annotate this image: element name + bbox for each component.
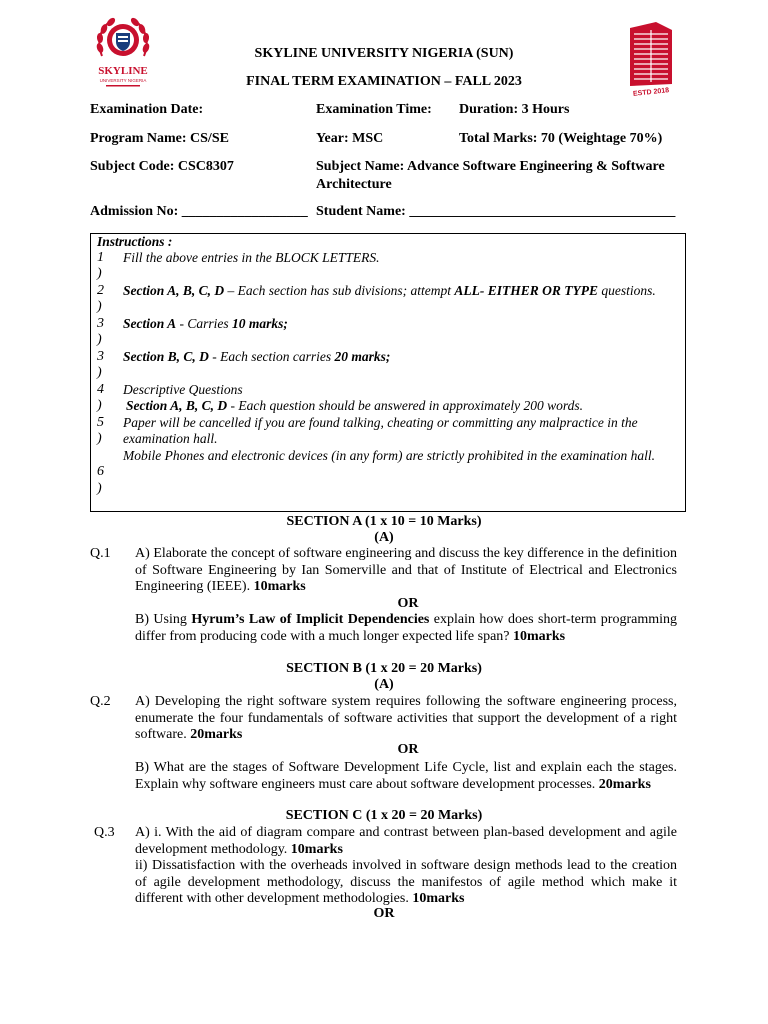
exam-date-field: Examination Date: — [90, 102, 204, 117]
question-2a: A) Developing the right software system requires following the software engineering process, enumerate the four fundamentals of software activities that support the development of a right software. 20marks — [135, 694, 677, 742]
question-2b: B) What are the stages of Software Development Life Cycle, list and explain each the stages. Explain why software engineers must care about software development processes. 20marks — [135, 760, 677, 792]
subject-name-cont: Architecture — [316, 177, 392, 192]
instruction-number: 2 — [97, 283, 104, 298]
total-marks-field: Total Marks: 70 (Weightage 70%) — [459, 131, 663, 146]
section-b-title: SECTION B (1 x 20 = 20 Marks) — [286, 661, 482, 676]
exam-time-field: Examination Time: — [316, 102, 432, 117]
question-3b: ii) Dissatisfaction with the overheads involved in software design methods lead to the creation of agile development methodology, discuss the manifestos of agile method which make it different with other development methodologies. 10marks — [135, 858, 677, 906]
instruction-number: 3 — [97, 349, 104, 364]
instruction-number: 3 — [97, 316, 104, 331]
instruction-number: ) — [97, 365, 102, 380]
admission-no-field: Admission No: __________________ — [90, 204, 308, 219]
instruction-number: ) — [97, 398, 102, 413]
instruction-8: Mobile Phones and electronic devices (in any form) are strictly prohibited in the examination hall. — [123, 448, 656, 463]
question-1a: A) Elaborate the concept of software engineering and discuss the key difference in the definition of Software Engineering by Ian Somerville and that of Institute of Electrical and Electronics Engineering (IEEE). 10marks — [135, 546, 677, 594]
year-field: Year: MSC — [316, 131, 384, 146]
program-field: Program Name: CS/SE — [90, 131, 229, 146]
logo-right-text: ESTD 2018 — [632, 87, 670, 96]
exam-title: FINAL TERM EXAMINATION – FALL 2023 — [246, 74, 522, 89]
instruction-number: 5 — [97, 415, 104, 430]
instruction-1: Fill the above entries in the BLOCK LETTERS. — [123, 250, 380, 265]
instruction-number: 4 — [97, 382, 104, 397]
instruction-3: Section A - Carries 10 marks; — [123, 316, 288, 331]
instruction-number: ) — [97, 299, 102, 314]
instruction-number: 1 — [97, 250, 104, 265]
question-number: Q.3 — [94, 825, 115, 840]
question-number: Q.1 — [90, 546, 111, 561]
section-a-subtitle: (A) — [374, 530, 394, 545]
instructions-title: Instructions : — [97, 234, 173, 249]
question-3a: A) i. With the aid of diagram compare and contrast between plan-based development and agile development methodology. 10marks — [135, 825, 677, 857]
logo-left-text: SKYLINE — [98, 65, 148, 77]
instruction-7: Paper will be cancelled if you are found talking, cheating or committing any malpractice in the examination hall. — [123, 415, 638, 446]
instruction-6: Section A, B, C, D - Each question should be answered in approximately 200 words. — [126, 398, 583, 413]
question-number: Q.2 — [90, 694, 111, 709]
or-label: OR — [373, 906, 395, 921]
instruction-number: 6 — [97, 464, 104, 479]
university-name: SKYLINE UNIVERSITY NIGERIA (SUN) — [254, 46, 514, 61]
instruction-number: ) — [97, 481, 102, 496]
instructions-box — [90, 233, 686, 512]
or-label: OR — [397, 596, 419, 611]
question-1b: B) Using Hyrum’s Law of Implicit Dependencies explain how does short-term programming differ from producing code with a much longer expected life span? 10marks — [135, 612, 678, 644]
instruction-4: Section B, C, D - Each section carries 20 marks; — [123, 349, 391, 364]
section-c-title: SECTION C (1 x 20 = 20 Marks) — [285, 808, 483, 823]
instruction-number: ) — [97, 266, 102, 281]
instruction-number: ) — [97, 431, 102, 446]
duration-field: Duration: 3 Hours — [459, 102, 570, 117]
or-label: OR — [397, 742, 419, 757]
subject-code-field: Subject Code: CSC8307 — [90, 159, 234, 174]
instruction-2: Section A, B, C, D – Each section has sub divisions; attempt ALL- EITHER OR TYPE questions. — [123, 283, 656, 298]
student-name-field: Student Name: ______________________________________ — [316, 204, 676, 219]
subject-name-field: Subject Name: Advance Software Engineering & Software — [316, 159, 665, 174]
section-a-title: SECTION A (1 x 10 = 10 Marks) — [286, 514, 482, 529]
instruction-5: Descriptive Questions — [123, 382, 243, 397]
logo-left-subtext: UNIVERSITY NIGERIA — [99, 78, 147, 83]
instruction-number: ) — [97, 332, 102, 347]
section-b-subtitle: (A) — [374, 677, 394, 692]
